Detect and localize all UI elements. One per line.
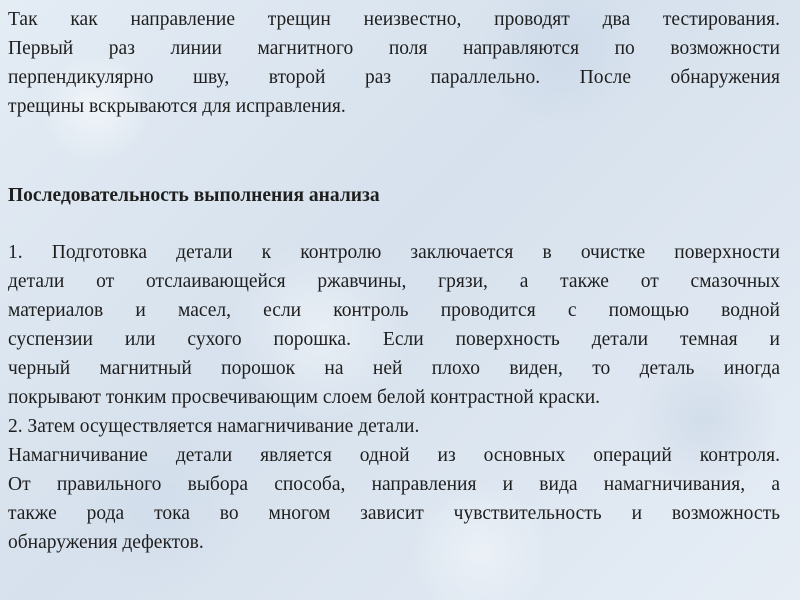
body-line: 2. Затем осуществляется намагничивание детали. bbox=[8, 416, 420, 437]
body-line: детали от отслаивающейся ржавчины, грязи, а также от смазочных bbox=[8, 271, 780, 292]
body-line: суспензии или сухого порошка. Если поверхность детали темная и bbox=[8, 329, 780, 350]
body-line: материалов и масел, если контроль проводится с помощью водной bbox=[8, 300, 780, 321]
body-line: также рода тока во многом зависит чувствительность и возможность bbox=[8, 503, 780, 524]
body-line: От правильного выбора способа, направления и вида намагничивания, а bbox=[8, 474, 780, 495]
body-line: обнаружения дефектов. bbox=[8, 532, 204, 553]
body-line: черный магнитный порошок на ней плохо виден, то деталь иногда bbox=[8, 358, 780, 379]
document-page bbox=[8, 0, 784, 600]
intro-line: перпендикулярно шву, второй раз параллельно. После обнаружения bbox=[8, 67, 780, 88]
intro-line: трещины вскрываются для исправления. bbox=[8, 96, 346, 117]
section-heading: Последовательность выполнения анализа bbox=[8, 185, 380, 206]
body-line: 1. Подготовка детали к контролю заключается в очистке поверхности bbox=[8, 242, 780, 263]
body-line: Намагничивание детали является одной из основных операций контроля. bbox=[8, 445, 780, 466]
body-line: покрывают тонким просвечивающим слоем белой контрастной краски. bbox=[8, 387, 600, 408]
intro-line: Первый раз линии магнитного поля направляются по возможности bbox=[8, 38, 780, 59]
intro-line: Так как направление трещин неизвестно, проводят два тестирования. bbox=[8, 9, 780, 30]
